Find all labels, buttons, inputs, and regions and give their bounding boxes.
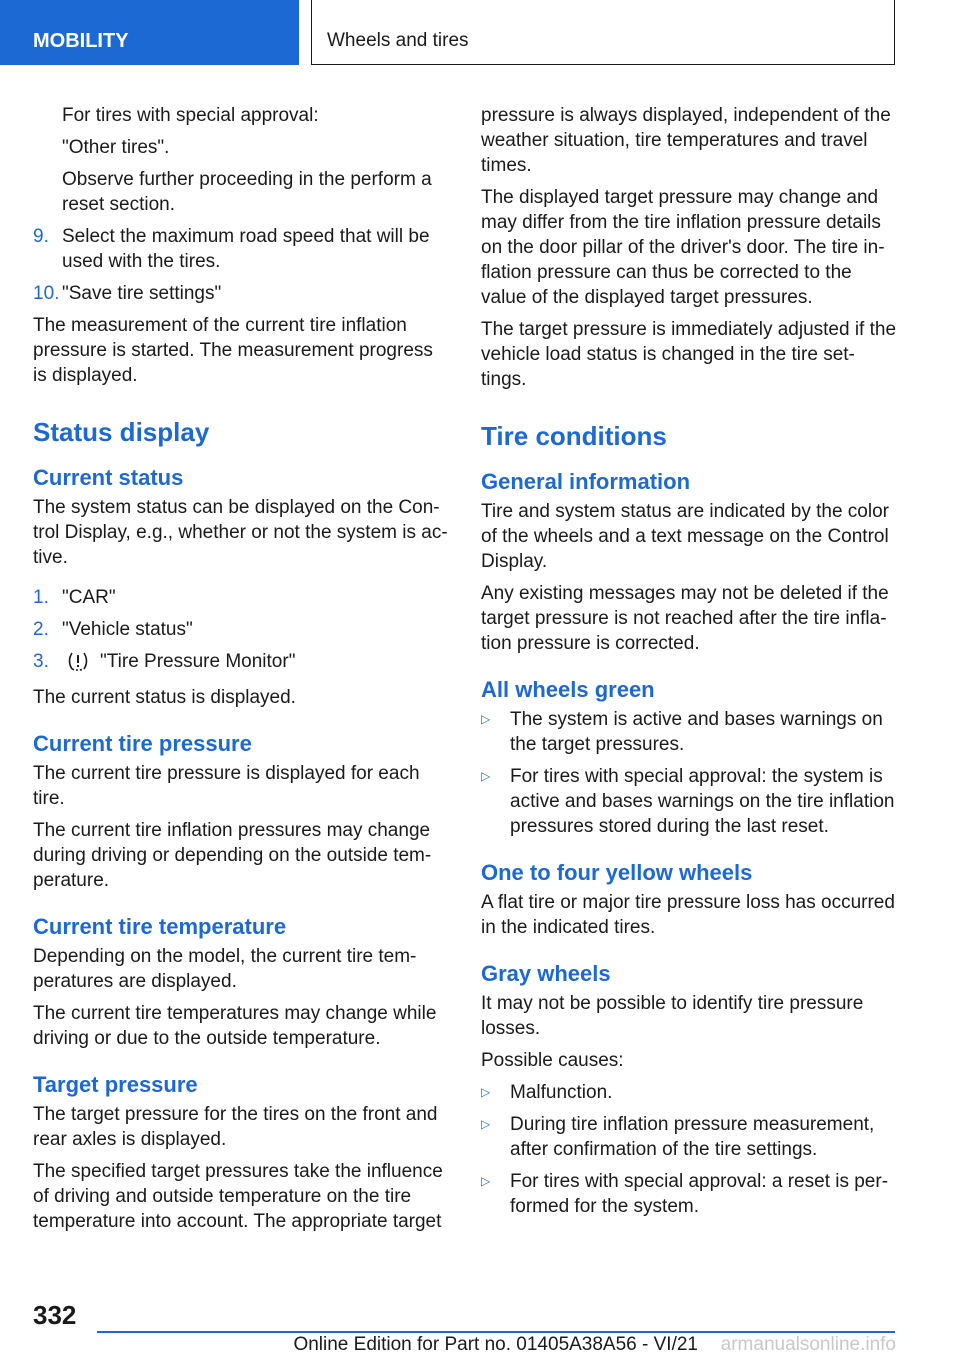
list-text: "Tire Pressure Monitor": [100, 651, 296, 672]
heading-current-status: Current status: [33, 465, 184, 490]
step-number: 9.: [33, 226, 49, 247]
paragraph: Possible causes:: [481, 1050, 624, 1071]
triangle-bullet-icon: ▷: [481, 712, 491, 726]
bullet-text: For tires with special approval: the system is active and bases warnings on the tire inflation pressures stored during the last reset.: [510, 766, 895, 837]
section-title: Wheels and tires: [311, 0, 895, 65]
right-column: [481, 103, 897, 1226]
list-item: [33, 617, 449, 642]
heading-all-wheels-green: All wheels green: [481, 677, 655, 702]
heading-current-tire-pressure: Current tire pressure: [33, 731, 252, 756]
tire-pressure-warning-icon: [66, 651, 90, 678]
list-number: 3.: [33, 651, 49, 672]
triangle-bullet-icon: ▷: [481, 1117, 491, 1131]
list-text: "CAR": [62, 587, 116, 608]
paragraph: For tires with special approval:: [62, 105, 319, 126]
heading-current-tire-temperature: Current tire temperature: [33, 914, 287, 939]
step-item-9: [33, 224, 449, 274]
heading-general-information: General information: [481, 469, 691, 494]
list-number: 1.: [33, 587, 49, 608]
bullet-text: Malfunction.: [510, 1082, 613, 1103]
paragraph: "Other tires".: [62, 137, 170, 158]
paragraph: The target pressure for the tires on the front and rear axles is displayed.: [33, 1104, 438, 1150]
paragraph: The measurement of the current tire inflation pressure is started. The measurement progress is displayed.: [33, 315, 433, 386]
paragraph: The displayed target pressure may change and may differ from the tire inflation pressure details on the door pillar of the driver's door. The tire in‐flation pressure can thus be corrected to the value of the displayed target pressures.: [481, 187, 885, 308]
paragraph: A flat tire or major tire pressure loss has occurred in the indicated tires.: [481, 892, 895, 938]
bullet-item: [481, 707, 897, 757]
paragraph: The current tire inflation pressures may change during driving or depending on the outside tem‐perature.: [33, 820, 432, 891]
paragraph: The specified target pressures take the influence of driving and outside temperature on the tire temperature into account. The appropriate target: [33, 1161, 443, 1232]
paragraph: pressure is always displayed, independent of the weather situation, tire temperatures and travel times.: [481, 105, 891, 176]
paragraph: Any existing messages may not be deleted if the target pressure is not reached after the tire infla‐tion pressure is corrected.: [481, 583, 889, 654]
page-header: [0, 0, 960, 66]
heading-gray-wheels: Gray wheels: [481, 961, 611, 986]
list-item: [33, 585, 449, 610]
list-item: [33, 649, 449, 678]
bullet-text: The system is active and bases warnings on the target pressures.: [510, 709, 883, 755]
list-number: 2.: [33, 619, 49, 640]
bullet-item: [481, 1080, 897, 1105]
bullet-text: For tires with special approval: a reset is per‐formed for the system.: [510, 1171, 889, 1217]
heading-tire-conditions: Tire conditions: [481, 421, 667, 451]
watermark: armanualsonline.info: [720, 1334, 896, 1355]
heading-status-display: Status display: [33, 417, 210, 447]
heading-yellow-wheels: One to four yellow wheels: [481, 860, 753, 885]
bullet-item: [481, 1112, 897, 1162]
step-item-10: [33, 281, 449, 306]
step-text: "Save tire settings": [62, 283, 222, 304]
heading-target-pressure: Target pressure: [33, 1072, 198, 1097]
paragraph: Observe further proceeding in the perform a reset section.: [62, 169, 432, 215]
triangle-bullet-icon: ▷: [481, 1085, 491, 1099]
paragraph: The system status can be displayed on the Con‐trol Display, e.g., whether or not the system is ac‐tive.: [33, 497, 448, 568]
step-text: Select the maximum road speed that will be used with the tires.: [62, 226, 430, 272]
edition-info: Online Edition for Part no. 01405A38A56 - VI/21: [293, 1334, 698, 1355]
paragraph: It may not be possible to identify tire pressure losses.: [481, 993, 864, 1039]
triangle-bullet-icon: ▷: [481, 1174, 491, 1188]
paragraph: Tire and system status are indicated by the color of the wheels and a text message on the Control Display.: [481, 501, 889, 572]
paragraph: The target pressure is immediately adjusted if the vehicle load status is changed in the tire set‐tings.: [481, 319, 897, 390]
paragraph: Depending on the model, the current tire tem‐peratures are displayed.: [33, 946, 417, 992]
list-text: "Vehicle status": [62, 619, 193, 640]
step-number: 10.: [33, 283, 60, 304]
paragraph: The current status is displayed.: [33, 687, 296, 708]
page-number: 332: [33, 1300, 77, 1330]
bullet-text: During tire inflation pressure measurement, after confirmation of the tire settings.: [510, 1114, 875, 1160]
paragraph: The current tire temperatures may change while driving or due to the outside temperature.: [33, 1003, 437, 1049]
left-column: [33, 103, 449, 1241]
bullet-item: [481, 764, 897, 839]
chapter-tab: MOBILITY: [0, 0, 299, 65]
paragraph: The current tire pressure is displayed for each tire.: [33, 763, 420, 809]
bullet-item: [481, 1169, 897, 1219]
triangle-bullet-icon: ▷: [481, 769, 491, 783]
